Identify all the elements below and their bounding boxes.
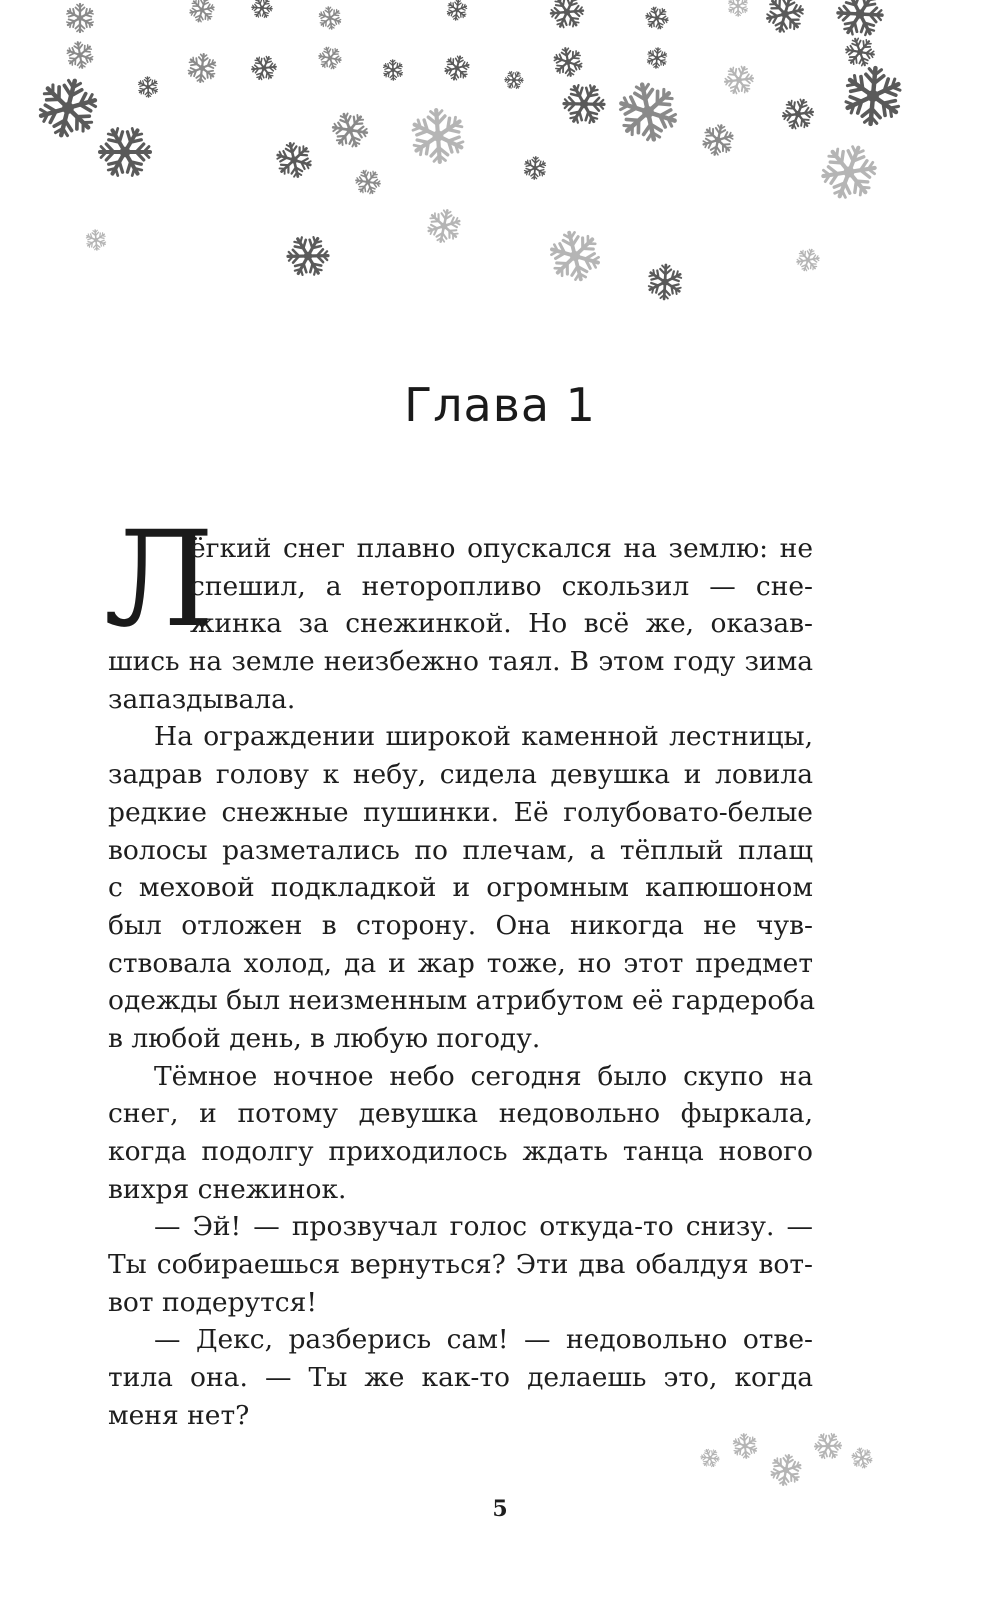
text-line: ёгкий снег плавно опускался на землю: не (190, 533, 813, 564)
text-line: вот подерутся! (108, 1286, 317, 1318)
text-line: редкие снежные пушинки. Её голубовато-белые (108, 796, 813, 828)
snowflake-icon (61, 36, 98, 73)
snowflake-icon (810, 1428, 846, 1463)
snowflake-icon (608, 72, 688, 152)
text-line: снег, и потому девушка недовольно фыркала, (108, 1098, 813, 1130)
chapter-title: Глава 1 (404, 378, 596, 432)
snowflake-icon (840, 32, 880, 72)
snowflake-icon (778, 94, 818, 133)
snowflake-icon (270, 136, 319, 185)
snowflake-icon (351, 165, 385, 199)
snowflake-icon (33, 74, 102, 142)
snowflake-icon (523, 156, 547, 180)
snowflake-icon (248, 52, 280, 84)
snowflake-icon (326, 106, 375, 154)
snowflake-icon (829, 0, 891, 45)
text-line: шись на земле неизбежно таял. В этом году зима (108, 646, 813, 678)
snowflake-icon (425, 207, 464, 245)
snowflake-icon (815, 138, 883, 206)
text-line: одежды был неизменным атрибутом её гардероба (108, 985, 816, 1017)
snowflake-icon (556, 76, 612, 131)
snowflake-icon (82, 226, 110, 254)
snowflake-icon (697, 1445, 723, 1470)
snowflake-icon (848, 1444, 877, 1473)
text-line: запаздывала. (108, 683, 296, 715)
text-line: с меховой подкладкой и огромным капюшоном (108, 872, 813, 904)
text-line: был отложен в сторону. Она никогда не чув- (108, 909, 813, 941)
text-line: Ты собираешься вернуться? Эти два обалдуя вот- (108, 1249, 813, 1281)
snowflake-icon (186, 52, 218, 83)
text-line: задрав голову к небу, сидела девушка и ловила (108, 759, 813, 791)
snowflake-icon (90, 118, 159, 187)
snowflake-icon (134, 73, 162, 101)
snowflake-icon (768, 1452, 804, 1487)
snowflake-icon (280, 229, 335, 284)
snowflake-icon (445, 0, 468, 21)
snowflake-icon (700, 122, 737, 158)
snowflake-icon (646, 47, 668, 69)
text-line: Тёмное ночное небо сегодня было скупо на (154, 1060, 813, 1092)
snowflake-icon (842, 66, 904, 127)
text-line: На ограждении широкой каменной лестницы, (154, 721, 813, 753)
chapter-body (108, 530, 816, 1435)
snowflake-icon (724, 0, 752, 20)
text-line: вихря снежинок. (108, 1173, 347, 1205)
text-line: волосы разметались по плечам, а тёплый плащ (108, 834, 813, 866)
snowflake-icon (314, 2, 345, 33)
snowflake-icon (379, 56, 407, 84)
snowflake-icon (762, 0, 807, 36)
text-line: в любой день, в любую погоду. (108, 1022, 541, 1054)
snowflake-icon (314, 42, 345, 73)
text-line: ствовала холод, да и жар тоже, но этот предмет (108, 947, 813, 979)
snowflake-icon (248, 0, 276, 22)
text-line: спешил, а неторопливо скользил — сне- (190, 570, 813, 602)
page-number: 5 (492, 1496, 508, 1522)
snowflake-icon (501, 67, 526, 92)
text-line: меня нет? (108, 1399, 250, 1431)
snowflake-icon (548, 42, 588, 82)
snowflake-icon (641, 2, 672, 33)
snowflake-icon (541, 222, 610, 291)
snowflake-icon (647, 264, 684, 300)
snowflake-icon (66, 4, 95, 32)
snowflake-icon (794, 246, 823, 274)
text-line: когда подолгу приходилось ждать танца нового (108, 1136, 813, 1167)
text-line: тила она. — Ты же как-то делаешь это, когда (108, 1362, 813, 1394)
snowflake-icon (442, 53, 472, 83)
text-line: — Эй! — прозвучал голос откуда-то снизу. — (154, 1211, 813, 1243)
snowflake-icon (187, 0, 218, 25)
drop-cap: Л (104, 503, 215, 657)
snowflake-icon (402, 99, 475, 172)
text-line: — Декс, разберись сам! — недовольно отве- (154, 1324, 813, 1356)
snowflake-icon (720, 62, 757, 99)
snowflake-icon (545, 0, 588, 33)
text-line: жинка за снежинкой. Но всё же, оказав- (190, 608, 813, 640)
